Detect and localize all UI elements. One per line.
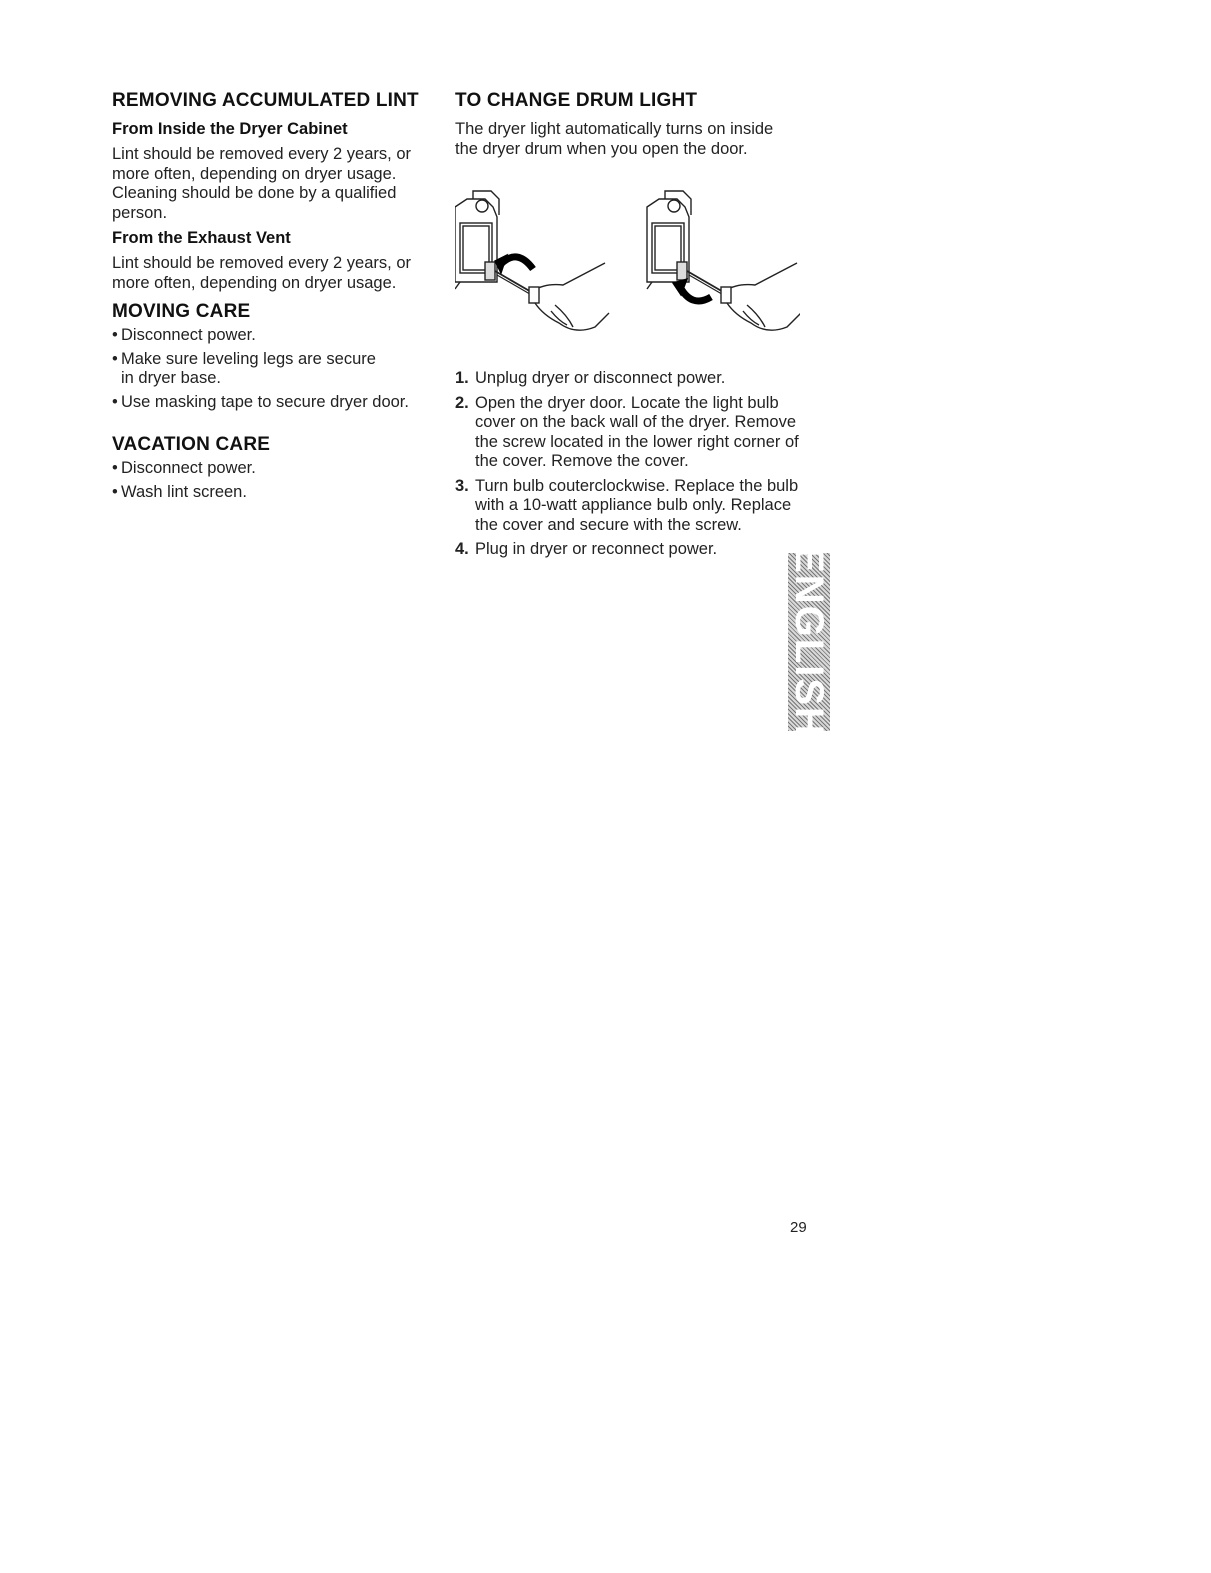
step-item (455, 540, 800, 560)
language-tab-label: ENGLISH (787, 546, 831, 738)
light-cover-removal-diagram (455, 187, 800, 357)
bullet: • (112, 326, 118, 344)
step-number: 1. (455, 369, 469, 387)
drum-light-steps (455, 369, 800, 560)
cabinet-text: Lint should be removed every 2 years, or more often, depending on dryer usage. Cleaning should be done by a qualified person. (112, 145, 411, 222)
vacation-care-list (112, 459, 452, 502)
left-column (112, 88, 452, 506)
step-item (455, 394, 800, 472)
list-item: • Make sure leveling legs are secure in dryer base. (112, 349, 376, 387)
step-text: Open the dryer door. Locate the light bulb cover on the back wall of the dryer. Remove the screw located in the lower right corner of the cover. Remove the cover. (475, 393, 799, 470)
language-tab (787, 546, 831, 738)
step-text: Unplug dryer or disconnect power. (475, 369, 726, 387)
bullet: • (112, 459, 118, 477)
drum-light-heading: TO CHANGE DRUM LIGHT (455, 90, 698, 111)
drum-light-intro: The dryer light automatically turns on inside the dryer drum when you open the door. (455, 120, 774, 158)
vacation-care-heading: VACATION CARE (112, 434, 271, 455)
step-item (455, 369, 800, 389)
list-item: • Wash lint screen. (112, 482, 247, 501)
cabinet-subheading: From Inside the Dryer Cabinet (112, 120, 348, 138)
vent-text: Lint should be removed every 2 years, or more often, depending on dryer usage. (112, 254, 411, 292)
step-number: 3. (455, 476, 469, 495)
bullet: • (112, 482, 118, 501)
left-cover-drawing (455, 191, 609, 330)
list-item: • Disconnect power. (112, 459, 256, 477)
list-item: • Disconnect power. (112, 326, 256, 344)
step-text: Plug in dryer or reconnect power. (475, 540, 718, 558)
bullet: • (112, 349, 118, 368)
right-cover-drawing (647, 191, 800, 330)
page-number: 29 (790, 1219, 807, 1236)
list-item: • Use masking tape to secure dryer door. (112, 392, 409, 411)
moving-care-heading: MOVING CARE (112, 301, 251, 322)
right-column (455, 88, 800, 565)
step-item (455, 477, 800, 536)
bullet: • (112, 392, 118, 411)
vent-subheading: From the Exhaust Vent (112, 229, 291, 247)
step-text: Turn bulb couterclockwise. Replace the bulb with a 10-watt appliance bulb only. Replace the cover and secure with the screw. (475, 476, 799, 534)
lint-heading: REMOVING ACCUMULATED LINT (112, 90, 419, 111)
step-number: 2. (455, 393, 469, 412)
drum-light-illustration (455, 187, 800, 357)
moving-care-list (112, 326, 452, 412)
step-number: 4. (455, 540, 469, 558)
